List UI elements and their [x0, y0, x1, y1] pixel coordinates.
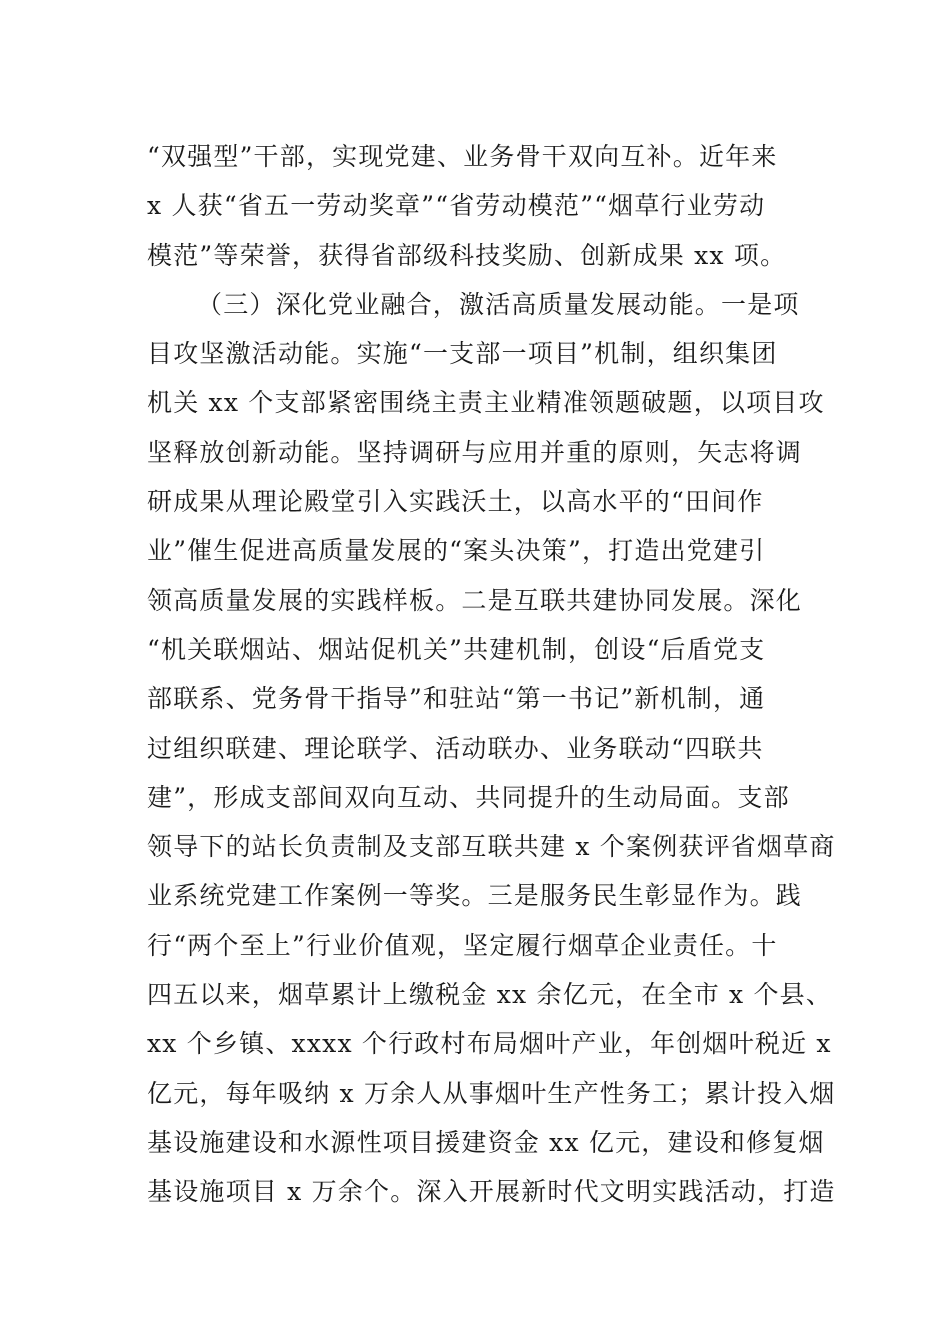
- text-line: “机关联烟站、烟站促机关”共建机制，创设“后盾党支: [147, 634, 766, 664]
- text-line: 坚释放创新动能。坚持调研与应用并重的原则，矢志将调: [147, 437, 803, 467]
- text-line: 领高质量发展的实践样板。二是互联共建协同发展。深化: [147, 585, 803, 615]
- text-line: 建”，形成支部间双向互动、共同提升的生动局面。支部: [147, 782, 790, 812]
- text-line: 四五以来，烟草累计上缴税金 xx 余亿元，在全市 x 个县、: [147, 980, 833, 1010]
- text-line: 亿元，每年吸纳 x 万余人从事烟叶生产性务工；累计投入烟: [147, 1078, 836, 1108]
- text-line: 模范”等荣誉，获得省部级科技奖励、创新成果 xx 项。: [147, 240, 787, 270]
- text-line: 业”催生促进高质量发展的“案头决策”，打造出党建引: [147, 536, 766, 566]
- text-line: 基设施项目 x 万余个。深入开展新时代文明实践活动，打造: [147, 1177, 836, 1207]
- text-line: 目攻坚激活动能。实施“一支部一项目”机制，组织集团: [147, 339, 778, 369]
- text-line: “双强型”干部，实现党建、业务骨干双向互补。近年来: [147, 142, 778, 171]
- text-line: 行“两个至上”行业价值观，坚定履行烟草企业责任。十: [147, 930, 778, 960]
- text-line: 基设施建设和水源性项目援建资金 xx 亿元，建设和修复烟: [147, 1127, 825, 1157]
- text-line: 部联系、党务骨干指导”和驻站“第一书记”新机制，通: [147, 684, 766, 714]
- text-line: 领导下的站长负责制及支部互联共建 x 个案例获评省烟草商: [147, 832, 836, 862]
- text-line: 业系统党建工作案例一等奖。三是服务民生彰显作为。践: [147, 881, 803, 911]
- body-text: [147, 132, 847, 1217]
- text-line: 机关 xx 个支部紧密围绕主责主业精准领题破题，以项目攻: [147, 388, 825, 418]
- text-line: x 人获“省五一劳动奖章”“省劳动模范”“烟草行业劳动: [147, 191, 766, 221]
- section-heading-line: （三）深化党业融合，激活高质量发展动能。一是项: [197, 289, 800, 319]
- text-line: xx 个乡镇、xxxx 个行政村布局烟叶产业，年创烟叶税近 x: [147, 1029, 832, 1059]
- text-line: 过组织联建、理论联学、活动联办、业务联动“四联共: [147, 733, 764, 763]
- text-line: 研成果从理论殿堂引入实践沃土，以高水平的“田间作: [147, 487, 764, 517]
